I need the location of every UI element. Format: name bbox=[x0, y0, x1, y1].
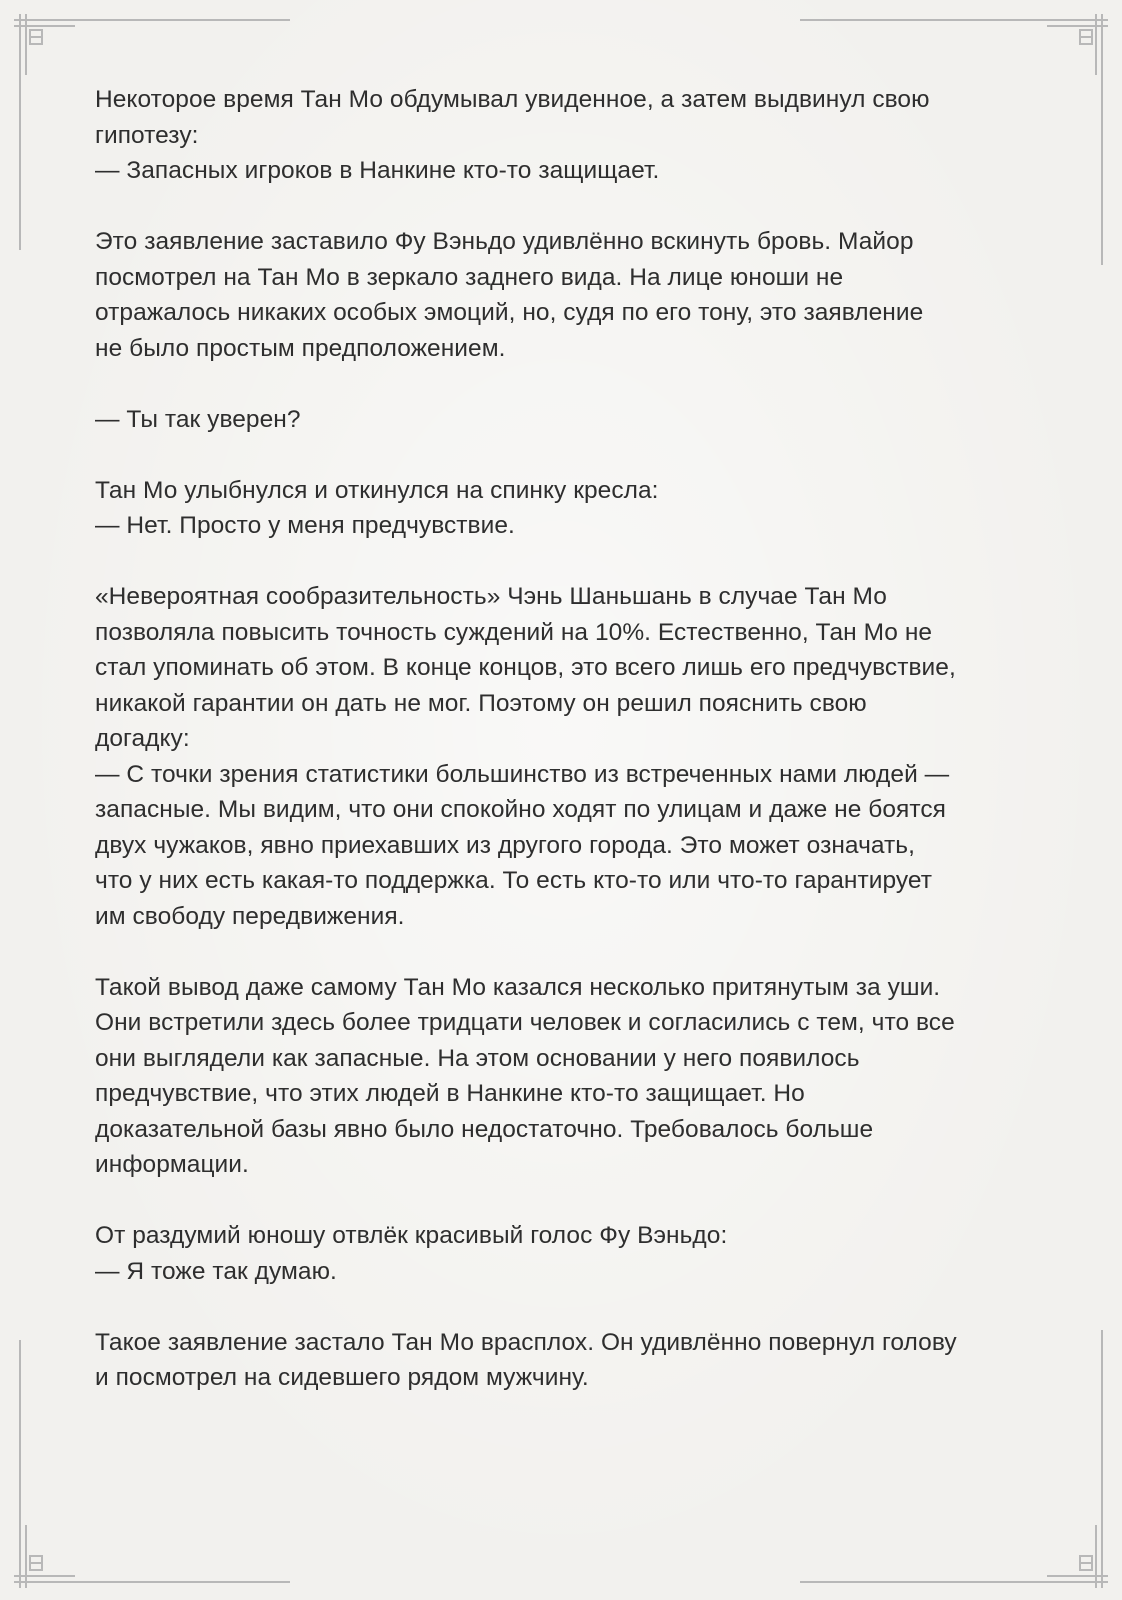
text-line: они выглядели как запасные. На этом основании у него появилось bbox=[95, 1044, 860, 1072]
text-line: им свободу передвижения. bbox=[95, 902, 405, 930]
paragraph bbox=[95, 224, 1055, 366]
text-line: «Невероятная сообразительность» Чэнь Шаньшань в случае Тан Мо bbox=[95, 583, 887, 610]
text-line: От раздумий юношу отвлёк красивый голос Фу Вэньдо: bbox=[95, 1222, 728, 1249]
text-line: двух чужаков, явно приехавших из другого города. Это может означать, bbox=[95, 831, 915, 859]
text-line: Это заявление заставило Фу Вэньдо удивлённо вскинуть бровь. Майор bbox=[95, 228, 914, 255]
text-line: — С точки зрения статистики большинство из встреченных нами людей — bbox=[95, 760, 950, 788]
text-line: и посмотрел на сидевшего рядом мужчину. bbox=[95, 1364, 589, 1391]
text-line: что у них есть какая-то поддержка. То есть кто-то или что-то гарантирует bbox=[95, 867, 933, 894]
paragraph bbox=[95, 970, 1055, 1183]
text-line: Такое заявление застало Тан Мо врасплох. Он удивлённо повернул голову bbox=[95, 1328, 957, 1356]
body-text bbox=[95, 82, 1055, 1431]
text-line: — Запасных игроков в Нанкине кто-то защищает. bbox=[95, 157, 660, 184]
text-line: не было простым предположением. bbox=[95, 334, 506, 362]
text-line: предчувствие, что этих людей в Нанкине кто-то защищает. Но bbox=[95, 1080, 805, 1107]
text-line: Тан Мо улыбнулся и откинулся на спинку кресла: bbox=[95, 476, 659, 504]
paragraph bbox=[95, 1218, 1055, 1289]
text-line: доказательной базы явно было недостаточно. Требовалось больше bbox=[95, 1115, 874, 1143]
paragraph bbox=[95, 1325, 1055, 1396]
text-line: Они встретили здесь более тридцати человек и согласились с тем, что все bbox=[95, 1009, 955, 1036]
text-line: догадку: bbox=[95, 725, 190, 752]
text-line: запасные. Мы видим, что они спокойно ходят по улицам и даже не боятся bbox=[95, 796, 946, 823]
paragraph bbox=[95, 473, 1055, 544]
paragraph bbox=[95, 579, 1055, 934]
paragraph bbox=[95, 82, 1055, 189]
text-line: посмотрел на Тан Мо в зеркало заднего вида. На лице юноши не bbox=[95, 263, 844, 291]
paragraph bbox=[95, 402, 1055, 438]
text-line: — Нет. Просто у меня предчувствие. bbox=[95, 512, 515, 539]
text-line: позволяла повысить точность суждений на 10%. Естественно, Тан Мо не bbox=[95, 618, 933, 646]
text-line: — Я тоже так думаю. bbox=[95, 1257, 337, 1285]
text-line: гипотезу: bbox=[95, 121, 199, 149]
text-line: стал упоминать об этом. В конце концов, это всего лишь его предчувствие, bbox=[95, 654, 956, 681]
text-line: Такой вывод даже самому Тан Мо казался несколько притянутым за уши. bbox=[95, 973, 941, 1001]
text-line: никакой гарантии он дать не мог. Поэтому он решил пояснить свою bbox=[95, 689, 867, 717]
text-line: отражалось никаких особых эмоций, но, судя по его тону, это заявление bbox=[95, 299, 924, 326]
text-line: — Ты так уверен? bbox=[95, 405, 301, 433]
text-line: Некоторое время Тан Мо обдумывал увиденное, а затем выдвинул свою bbox=[95, 86, 930, 113]
text-line: информации. bbox=[95, 1151, 249, 1178]
